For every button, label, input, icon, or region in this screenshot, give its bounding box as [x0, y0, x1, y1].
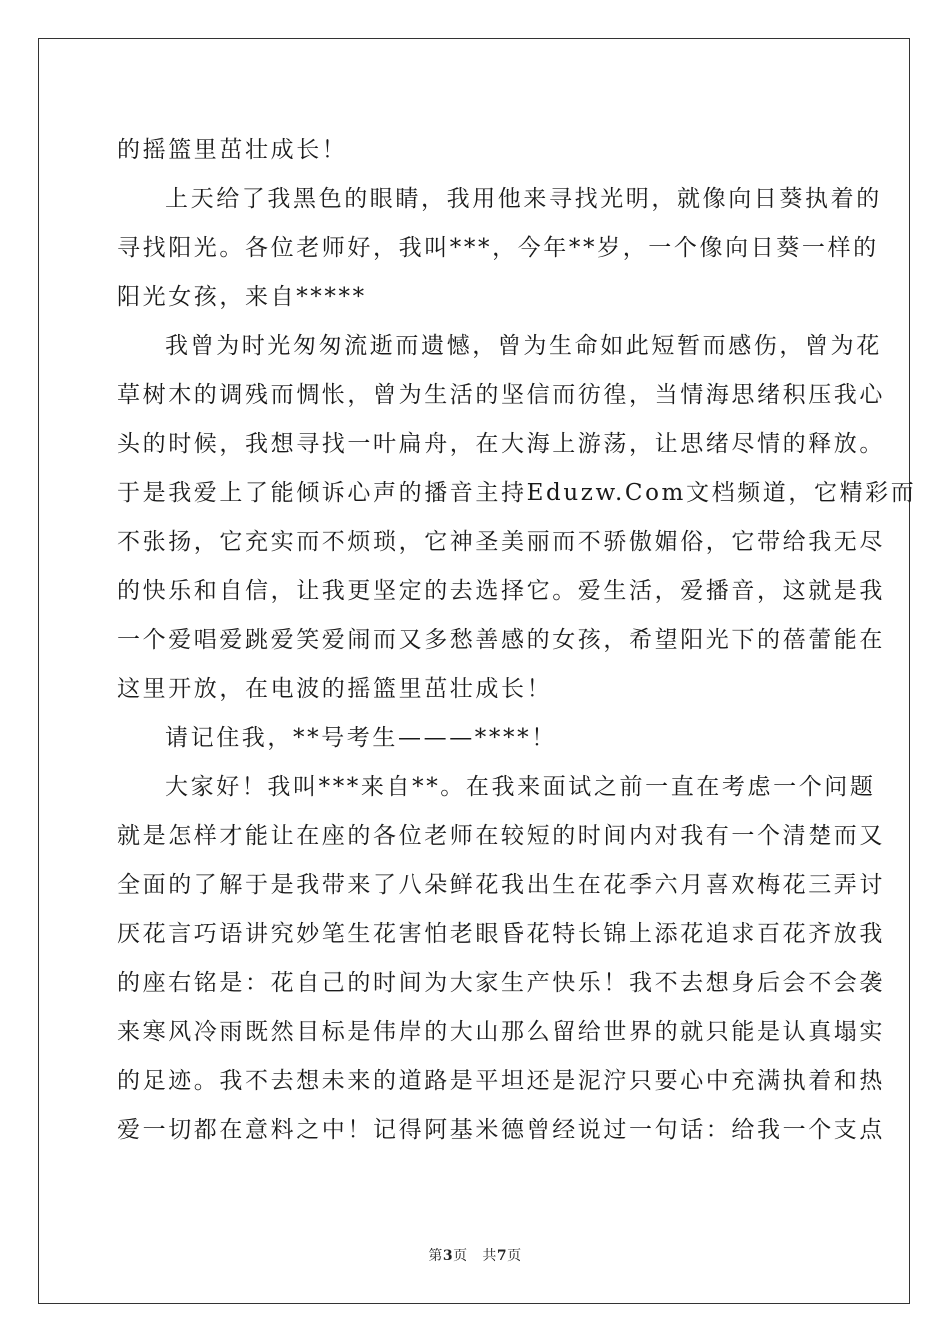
text-line: 于是我爱上了能倾诉心声的播音主持Eduzw.Com文档频道，它精彩而 [117, 480, 917, 506]
document-body [117, 126, 917, 1155]
page-number-footer [0, 1245, 950, 1265]
text-line: 爱一切都在意料之中！记得阿基米德曾经说过一句话：给我一个支点 [117, 1117, 885, 1143]
text-line: 就是怎样才能让在座的各位老师在较短的时间内对我有一个清楚而又 [117, 823, 885, 849]
footer-total-suffix: 页 [507, 1248, 522, 1264]
text-line: 的座右铭是：花自己的时间为大家生产快乐！我不去想身后会不会袭 [117, 970, 885, 996]
text-line: 请记住我，**号考生———****！ [165, 725, 557, 751]
text-line: 草树木的调残而惆怅，曾为生活的坚信而彷徨，当情海思绪积压我心 [117, 382, 885, 408]
footer-total-prefix: 共 [482, 1248, 497, 1264]
text-line: 上天给了我黑色的眼睛，我用他来寻找光明，就像向日葵执着的 [165, 186, 882, 212]
current-page-number: 3 [442, 1248, 454, 1264]
footer-prefix: 第 [428, 1248, 443, 1264]
footer-page-suffix: 页 [453, 1248, 468, 1264]
text-line: 来寒风冷雨既然目标是伟岸的大山那么留给世界的就只能是认真塌实 [117, 1019, 885, 1045]
text-line: 一个爱唱爱跳爱笑爱闹而又多愁善感的女孩，希望阳光下的蓓蕾能在 [117, 627, 885, 653]
text-line: 全面的了解于是我带来了八朵鲜花我出生在花季六月喜欢梅花三弄讨 [117, 872, 885, 898]
total-page-count: 7 [496, 1248, 508, 1264]
text-line: 的摇篮里茁壮成长！ [117, 137, 348, 163]
text-line: 的足迹。我不去想未来的道路是平坦还是泥泞只要心中充满执着和热 [117, 1068, 885, 1094]
text-line: 我曾为时光匆匆流逝而遗憾，曾为生命如此短暂而感伤，曾为花 [165, 333, 882, 359]
text-line: 大家好！我叫***来自**。在我来面试之前一直在考虑一个问题 [165, 774, 876, 800]
text-line: 这里开放，在电波的摇篮里茁壮成长！ [117, 676, 553, 702]
text-line: 的快乐和自信，让我更坚定的去选择它。爱生活，爱播音，这就是我 [117, 578, 885, 604]
text-line: 寻找阳光。各位老师好，我叫***，今年**岁，一个像向日葵一样的 [117, 235, 879, 261]
text-line: 不张扬，它充实而不烦琐，它神圣美丽而不骄傲媚俗，它带给我无尽 [117, 529, 885, 555]
text-line: 厌花言巧语讲究妙笔生花害怕老眼昏花特长锦上添花追求百花齐放我 [117, 921, 885, 947]
text-line: 头的时候，我想寻找一叶扁舟，在大海上游荡，让思绪尽情的释放。 [117, 431, 885, 457]
text-line: 阳光女孩，来自***** [117, 284, 367, 310]
